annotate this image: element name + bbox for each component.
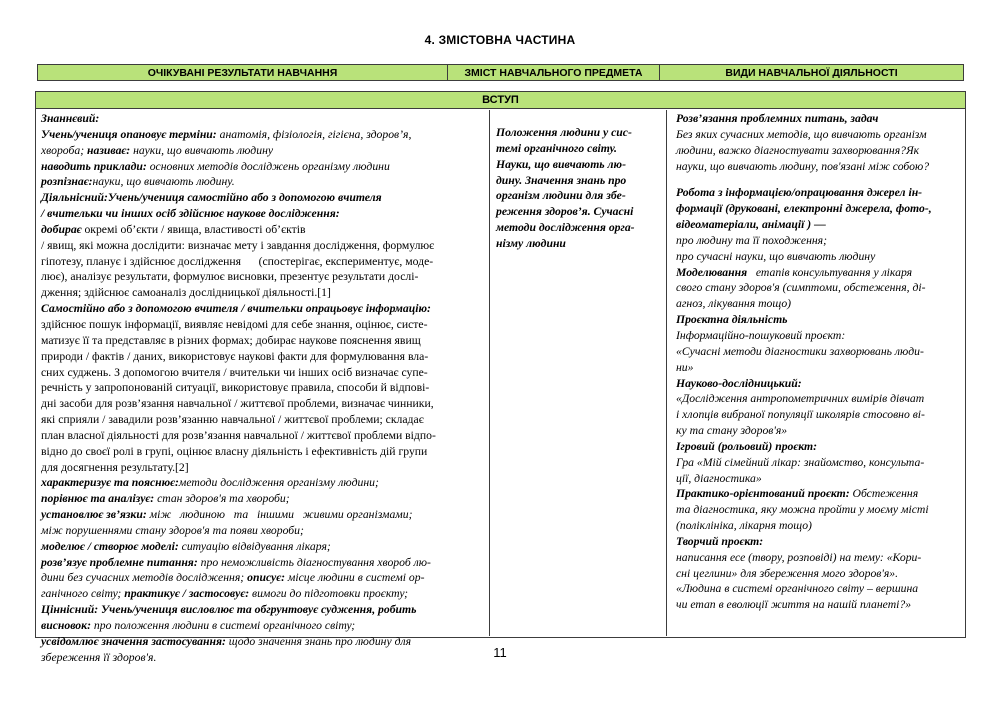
text-line: «Людина в системі органічного світу – вершина — [676, 582, 919, 596]
text-line: матизує її та представляє в різних формах; добирає наукове пояснення явищ — [41, 333, 421, 347]
text-run: дини без сучасних методів дослідження; — [41, 571, 248, 585]
text-line: природи / фактів / даних, використовує наукові факти для формулювання вла- — [41, 349, 429, 363]
column-divider — [489, 110, 490, 636]
subject-content-column — [496, 125, 663, 650]
text-run: описує: — [247, 571, 285, 585]
header-activity-types: ВИДИ НАВЧАЛЬНОЇ ДІЯЛЬНОСТІ — [725, 66, 898, 79]
table-header — [37, 64, 964, 81]
text-line — [41, 174, 488, 190]
text-line: план власної діяльності для розв’язання навчальної / життєвої проблеми відпо- — [41, 428, 436, 442]
text-run: стан здоров'я та хвороби; — [154, 492, 290, 506]
text-line: відеоматеріали, анімації ) — — [676, 218, 826, 232]
text-line: Положення людини у сис- — [496, 126, 632, 139]
text-line: дження; здійснює самоаналіз дослідницької діяльності.[1] — [41, 286, 331, 300]
text-run: про положення людини в системі органічного світу; — [90, 619, 356, 632]
text-line: і хлопців вибраної популяції школярів стосовно ві- — [676, 408, 925, 422]
text-line: гіпотезу, планує і здійснює дослідження (спостерігає, експериментує, моде- — [41, 254, 434, 268]
text-line: (поліклініка, лікарня тощо) — [676, 519, 812, 533]
text-line — [41, 127, 488, 143]
text-run: установлює зв’язки: — [41, 508, 147, 522]
text-line: збереження її здоров'я. — [41, 650, 157, 664]
text-run: моделює / створює моделі: — [41, 539, 179, 553]
text-run: Моделювання — [676, 265, 748, 279]
text-line: Без яких сучасних методів, що вивчають організм — [676, 127, 927, 141]
text-run: наводить приклади: — [41, 159, 147, 173]
text-run: про неможливість діагностування хвороб лю- — [197, 555, 431, 569]
text-line: / явищ, які можна дослідити: визначає мету і завдання дослідження, формулює — [41, 238, 435, 252]
text-line: для досягнення результату.[2] — [41, 460, 189, 474]
text-line — [41, 570, 488, 586]
text-line: лює), аналізує результати, формулює висновки, презентує результати дослі- — [41, 270, 419, 284]
page-title: 4. ЗМІСТОВНА ЧАСТИНА — [424, 33, 576, 47]
text-run: Учень/учениця опановує терміни: — [41, 127, 217, 141]
text-line: речність у запропонованій ситуації, використовує правила, способи й відпові- — [41, 381, 430, 395]
text-run: науки, що вивчають людину. — [92, 175, 235, 189]
text-line — [41, 143, 488, 159]
column-divider — [666, 110, 667, 636]
text-line: свого стану здоров'я (симптоми, обстеження, ді- — [676, 281, 926, 295]
text-run: етапів консультування у лікаря — [747, 265, 913, 279]
section-title: ВСТУП — [35, 91, 966, 109]
text-run: називає: — [87, 143, 131, 157]
expected-results-column — [41, 111, 488, 664]
text-line: чи етап в еволюції життя на нашій планеті?» — [676, 598, 912, 612]
text-line: Самостійно або з допомогою вчителя / вчительки опрацьовує інформацію: — [41, 302, 431, 316]
text-run: Ціннісний: Учень/учениця висловлює та обгрунтовує судження, робить — [41, 603, 417, 617]
text-line — [41, 475, 488, 491]
text-run: порівнює та аналізує: — [41, 492, 155, 506]
text-run: Обстеження — [849, 487, 919, 501]
text-run: розв’язує проблемне питання: — [41, 555, 198, 569]
text-run: місце людини в системі ор- — [284, 571, 425, 585]
text-line: ції, діагностика» — [676, 471, 762, 485]
text-line — [41, 602, 488, 618]
text-line: сні цеглини» для збереження мого здоров'я». — [676, 566, 899, 580]
text-line: темі органічного світу. — [496, 141, 617, 155]
text-line: Ігровий (рольовий) проєкт: — [676, 439, 817, 453]
text-line: реження здоров’я. Сучасні — [496, 205, 634, 219]
text-line: Творчий проєкт: — [676, 534, 764, 548]
text-line: написання есе (твору, розповіді) на тему: «Кори- — [676, 550, 922, 564]
text-line: формації (друковані, електронні джерела, фото-, — [676, 202, 932, 216]
text-line: нізму людини — [496, 236, 566, 250]
text-run: основних методів досліджень організму людини — [146, 159, 390, 173]
text-run: ганічного світу; — [41, 587, 125, 601]
text-run: висновок: — [41, 619, 91, 632]
text-run: окремі об’єкти / явища, властивості об’єктів — [81, 222, 306, 236]
text-line: Інформаційно-пошуковий проєкт: — [676, 328, 846, 342]
text-run: добирає — [41, 222, 82, 236]
header-expected-results: ОЧІКУВАНІ РЕЗУЛЬТАТИ НАВЧАННЯ — [38, 65, 448, 80]
text-run: хвороба; — [41, 143, 88, 157]
text-line — [41, 618, 488, 634]
text-run: щодо значення знань про людину для — [225, 634, 412, 648]
text-line: відно до своєї ролі в групі, оцінює власну діяльність і ефективність дій групи — [41, 444, 428, 458]
text-line: про сучасні науки, що вивчають людину — [676, 249, 876, 263]
text-run: характеризує та пояснює: — [41, 476, 179, 490]
text-line — [41, 539, 488, 555]
text-line: методи дослідження орга- — [496, 221, 635, 235]
text-line — [676, 174, 964, 185]
text-line: Робота з інформацією/опрацювання джерел ін- — [676, 186, 923, 200]
text-run: ситуацію відвідування лікаря; — [178, 539, 331, 553]
text-line: здійснює пошук інформації, виявляє невідомі для себе знання, оцінює, систе- — [41, 317, 428, 331]
text-line — [41, 555, 488, 571]
text-run: між людиною та іншими живими організмами; — [146, 508, 413, 522]
text-run: анатомія, фізіологія, гігієна, здоров’я, — [216, 127, 412, 141]
text-run: Практико-орієнтований проєкт: — [676, 487, 850, 501]
text-line — [41, 586, 488, 602]
text-line: / вчительки чи інших осіб здійснює наукове дослідження: — [41, 207, 340, 221]
text-run: методи дослідження організму людини; — [178, 476, 379, 490]
text-line: ни» — [676, 360, 694, 374]
text-run: усвідомлює значення застосування: — [41, 634, 226, 648]
text-run: розпізнає: — [41, 175, 93, 189]
text-run: науки, що вивчають людину — [130, 143, 274, 157]
text-line — [41, 491, 488, 507]
text-run: практикує / застосовує: — [124, 587, 250, 601]
text-line: організм людини для збе- — [496, 189, 626, 203]
header-subject-content: ЗМІСТ НАВЧАЛЬНОГО ПРЕДМЕТА — [448, 65, 660, 80]
text-line: Розв’язання проблемних питань, задач — [676, 112, 879, 125]
text-line: агноз, лікування тощо) — [676, 297, 792, 311]
text-line: які сприяли / завадили розв’язанню навчальної / життєвої проблеми; складає — [41, 413, 424, 427]
text-line: між порушеннями стану здоров'я та появи хвороби; — [41, 523, 304, 537]
text-line — [676, 486, 964, 502]
text-line: дину. Значення знань про — [496, 173, 627, 187]
text-line: дні засоби для розв’язання навчальної / життєвої проблеми, визначає чинники, — [41, 397, 434, 411]
text-line: Діяльнісний:Учень/учениця самостійно або з допомогою вчителя — [41, 191, 382, 205]
text-line — [676, 265, 964, 281]
page-number: 11 — [493, 645, 507, 660]
text-line: сних суджень. З допомогою вчителя / вчительки чи інших осіб визначає супе- — [41, 365, 428, 379]
text-line: ку та стану здоров'я» — [676, 424, 788, 438]
text-line: науки, що вивчають людину, пов'язані між собою? — [676, 159, 930, 173]
text-line: та діагностика, яку можна пройти у моєму місті — [676, 503, 929, 517]
text-line: Знаннєвий: — [41, 112, 100, 125]
text-line — [41, 507, 488, 523]
text-line — [41, 159, 488, 175]
text-line: людини, важко діагностувати захворювання?Як — [676, 143, 920, 157]
text-line: «Дослідження антропометричних вимірів дівчат — [676, 392, 925, 406]
text-run: вимоги до підготовки проєкту; — [249, 587, 408, 601]
activity-types-column — [676, 111, 964, 636]
text-line: про людину та її походження; — [676, 233, 827, 247]
text-line: Проєктна діяльність — [676, 313, 788, 327]
text-line — [41, 222, 488, 238]
text-line: «Сучасні методи діагностики захворювань люди- — [676, 344, 924, 358]
text-line: Науково-дослідницький: — [676, 376, 802, 390]
text-line: Науки, що вивчають лю- — [496, 157, 626, 171]
text-line: Гра «Мій сімейний лікар: знайомство, консульта- — [676, 455, 925, 469]
